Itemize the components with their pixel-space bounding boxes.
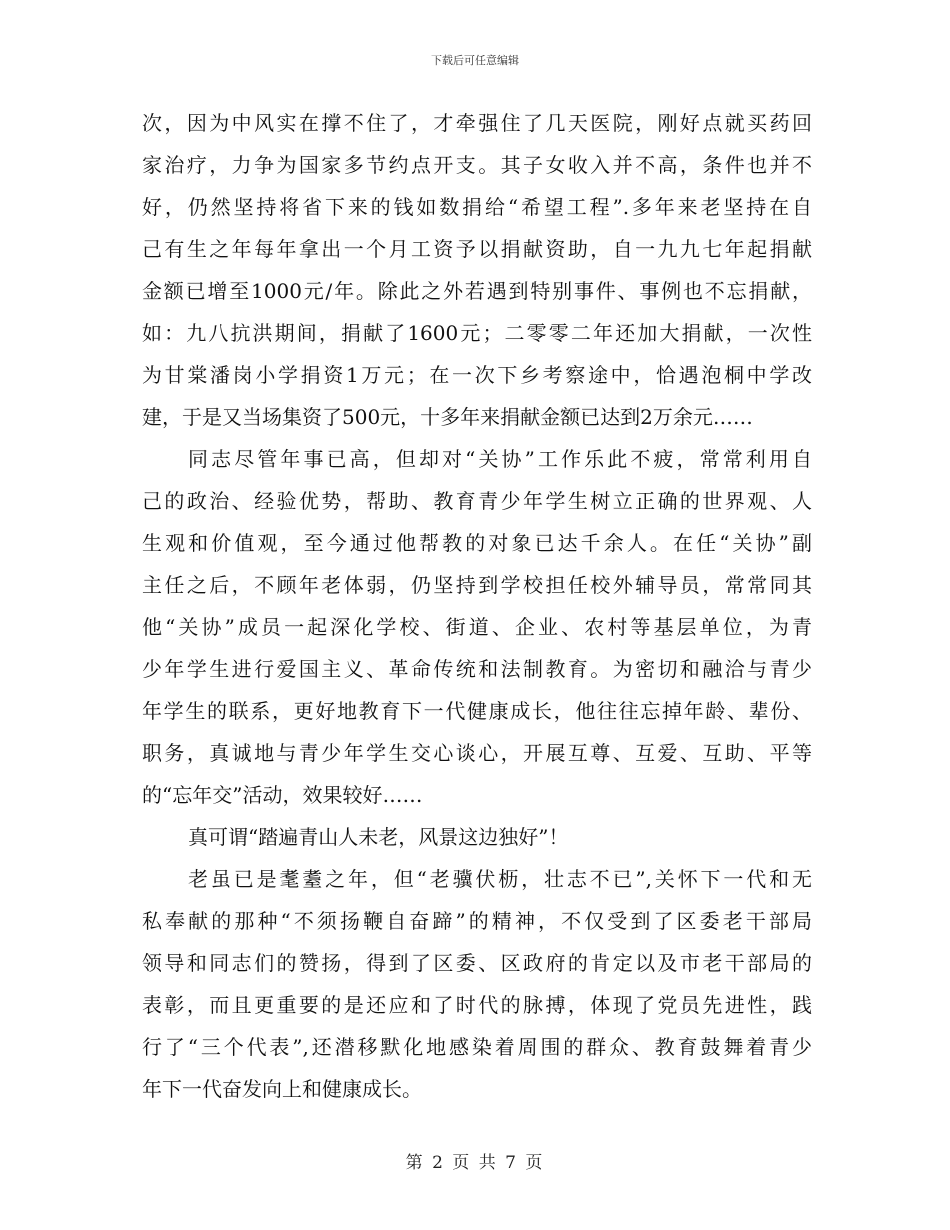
text-line: 生观和价值观，至今通过他帮教的对象已达千余人。在任“关协”副 <box>142 531 812 555</box>
document-body <box>142 102 812 1110</box>
text-line: 建，于是又当场集资了500元，十多年来捐献金额已达到2万余元…… <box>142 405 753 429</box>
text-line: 如：九八抗洪期间，捐献了1600元；二零零二年还加大捐献，一次性 <box>142 321 812 345</box>
text-line: 家治疗，力争为国家多节约点开支。其子女收入并不高，条件也并不 <box>142 153 812 177</box>
text-line: 年下一代奋发向上和健康成长。 <box>142 1077 422 1101</box>
text-line: 私奉献的那种“不须扬鞭自奋蹄”的精神，不仅受到了区委老干部局 <box>142 909 812 933</box>
paragraph-3 <box>142 816 812 858</box>
page-number: 第 2 页 共 7 页 <box>405 1153 545 1173</box>
paragraph-1 <box>142 102 812 438</box>
text-line: 他“关协”成员一起深化学校、街道、企业、农村等基层单位，为青 <box>142 615 812 639</box>
text-line: 真可谓“踏遍青山人未老，风景这边独好”！ <box>188 825 569 849</box>
text-line: 同志尽管年事已高，但却对“关协”工作乐此不疲，常常利用自 <box>188 447 812 471</box>
text-line: 行了“三个代表”,还潜移默化地感染着周围的群众、教育鼓舞着青少 <box>142 1035 812 1059</box>
text-line: 金额已增至1000元/年。除此之外若遇到特别事件、事例也不忘捐献， <box>142 279 812 303</box>
text-line: 好，仍然坚持将省下来的钱如数捐给“希望工程”.多年来老坚持在自 <box>142 195 812 219</box>
text-line: 少年学生进行爱国主义、革命传统和法制教育。为密切和融洽与青少 <box>142 657 812 681</box>
text-line: 领导和同志们的赞扬，得到了区委、区政府的肯定以及市老干部局的 <box>142 951 812 975</box>
paragraph-2 <box>142 438 812 816</box>
text-line: 年学生的联系，更好地教育下一代健康成长，他往往忘掉年龄、辈份、 <box>142 699 812 723</box>
text-line: 表彰，而且更重要的是还应和了时代的脉搏，体现了党员先进性，践 <box>142 993 812 1017</box>
text-line: 主任之后，不顾年老体弱，仍坚持到学校担任校外辅导员，常常同其 <box>142 573 812 597</box>
text-line: 己有生之年每年拿出一个月工资予以捐献资助，自一九九七年起捐献 <box>142 237 812 261</box>
text-line: 次，因为中风实在撑不住了，才牵强住了几天医院，刚好点就买药回 <box>142 111 812 135</box>
paragraph-4 <box>142 858 812 1110</box>
text-line: 职务，真诚地与青少年学生交心谈心，开展互尊、互爱、互助、平等 <box>142 741 812 765</box>
page-header: 下载后可任意编辑 <box>431 54 519 67</box>
text-line: 老虽已是耄耋之年，但“老骥伏枥，壮志不已”,关怀下一代和无 <box>188 867 812 891</box>
text-line: 为甘棠潘岗小学捐资1万元；在一次下乡考察途中，恰遇泡桐中学改 <box>142 363 812 387</box>
text-line: 的“忘年交”活动，效果较好…… <box>142 783 423 807</box>
text-line: 己的政治、经验优势，帮助、教育青少年学生树立正确的世界观、人 <box>142 489 812 513</box>
